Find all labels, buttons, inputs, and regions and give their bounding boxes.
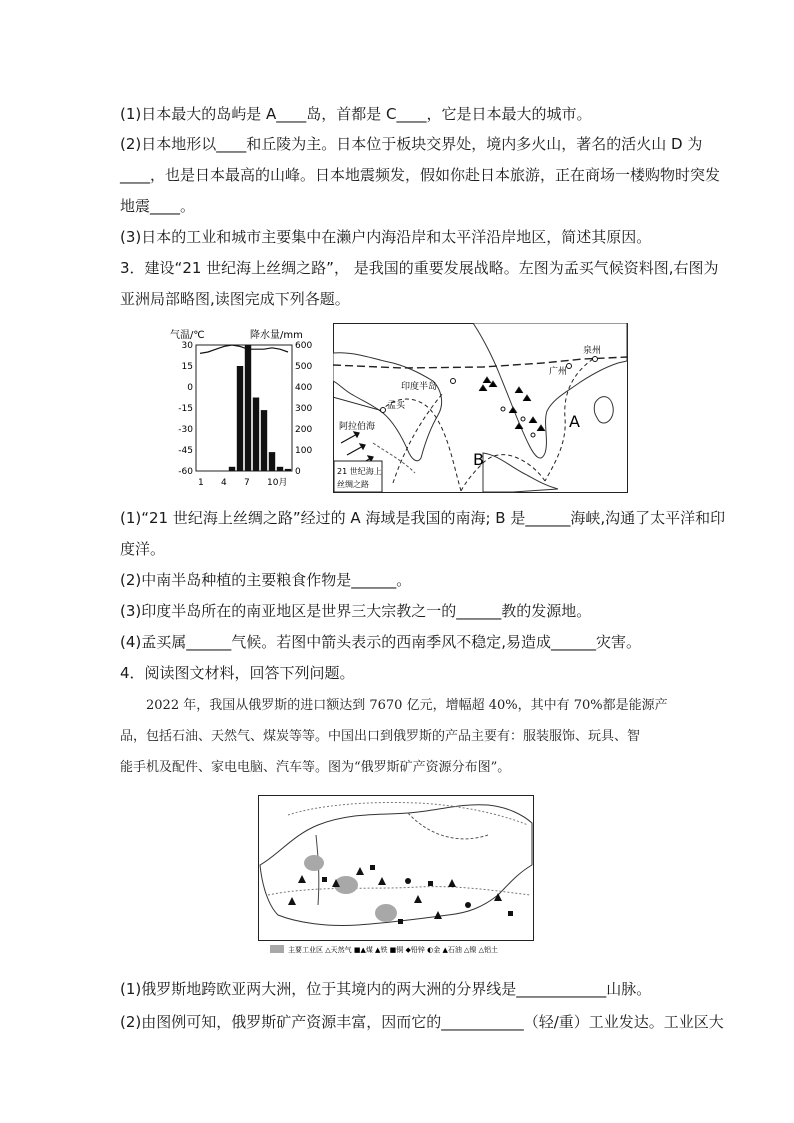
- japan-q3: (3)日本的工业和城市主要集中在濑户内海沿岸和太平洋沿岸地区，简述其原因。: [120, 228, 652, 246]
- label-india-peninsula: 印度半岛: [401, 382, 438, 392]
- x-tick-7: 7: [244, 478, 250, 488]
- silkroad-q1-line1: (1)“21 世纪海上丝绸之路”经过的 A 海域是我国的南海; B 是______海峡,沟通了太平洋和印: [120, 509, 726, 527]
- russia-map-legend: 主要工业区 △天然气 ■▲煤 ▲铁 ■铜 ◆铅锌 ◐金 ▲石油 △镍 △铝土: [288, 946, 499, 954]
- japan-q1: (1)日本最大的岛屿是 A____岛，首都是 C____，它是日本最大的城市。: [120, 105, 592, 123]
- left-tick-label: -15: [178, 404, 193, 414]
- left-tick-label: -60: [178, 467, 193, 477]
- left-tick-label: 15: [181, 362, 193, 372]
- silkroad-q1-line2: 度洋。: [120, 540, 166, 558]
- guangzhou-dot: [567, 364, 572, 369]
- left-tick-label: -30: [178, 425, 193, 435]
- label-mumbai: 孟买: [387, 401, 406, 411]
- left-tick-label: -45: [178, 446, 193, 456]
- right-tick-label: 400: [295, 383, 313, 393]
- industrial-area-3: [375, 904, 397, 922]
- right-tick-label: 600: [295, 341, 313, 351]
- silkroad-q3: (3)印度半岛所在的南亚地区是世界三大宗教之一的______教的发源地。: [120, 602, 592, 620]
- legend-industrial-swatch: [270, 945, 284, 953]
- russia-q2: (2)由图例可知，俄罗斯矿产资源丰富，因而它的___________（轻/重）工业发达。工业区大: [120, 1013, 724, 1031]
- russia-intro: 4．阅读图文材料，回答下列问题。: [120, 664, 355, 682]
- left-ticks: [178, 341, 193, 477]
- port-dot-2: [521, 417, 525, 421]
- industrial-area-1: [304, 855, 324, 871]
- x-tick-4: 4: [221, 478, 227, 488]
- temperature-curve: [200, 345, 288, 353]
- quanzhou-dot: [593, 357, 598, 362]
- precip-bar-month-7: [245, 345, 251, 471]
- x-tick-1: 1: [198, 478, 204, 488]
- right-tick-label: 500: [295, 362, 313, 372]
- russia-mineral-map: [258, 795, 534, 955]
- silkroad-intro-line1: 3．建设“21 世纪海上丝绸之路”， 是我国的重要发展战略。左图为孟买气候资料图,右图为: [120, 259, 719, 277]
- russia-material-line3: 能手机及配件、家电电脑、汽车等。图为“俄罗斯矿产资源分布图”。: [120, 760, 511, 775]
- right-ticks: [295, 341, 312, 477]
- japan-q2-line2: ____，也是日本最高的山峰。日本地震频发，假如你赴日本旅游，正在商场一楼购物时突发: [120, 166, 721, 184]
- precip-bar-month-12: [285, 469, 291, 471]
- plot-frame: [196, 345, 292, 471]
- precip-bar-month-10: [269, 452, 275, 471]
- right-tick-label: 200: [295, 425, 313, 435]
- precip-bar-month-8: [253, 398, 259, 472]
- asia-map: [333, 323, 628, 493]
- precip-bars: [229, 345, 291, 471]
- left-tick-label: 0: [187, 383, 193, 393]
- right-tick-label: 0: [295, 467, 301, 477]
- precip-bar-month-11: [277, 467, 283, 471]
- legend-line1: 21 世纪海上: [337, 467, 382, 476]
- silkroad-q4: (4)孟买属______气候。若图中箭头表示的西南季风不稳定,易造成______灾害。: [120, 633, 642, 651]
- precip-bar-month-9: [261, 410, 267, 471]
- precip-bar-month-5: [229, 467, 235, 471]
- label-quanzhou: 泉州: [583, 346, 602, 356]
- label-b: B: [473, 450, 484, 469]
- japan-q2-line1: (2)日本地形以____和丘陵为主。日本位于板块交界处，境内多火山，著名的活火山 D 为: [120, 135, 703, 153]
- legend-line2: 丝绸之路: [337, 480, 369, 489]
- label-a: A: [569, 412, 580, 431]
- precip-bar-month-6: [237, 366, 243, 471]
- mumbai-climate-chart: [168, 325, 323, 490]
- x-tick-10: 10月: [267, 478, 288, 488]
- russia-q1: (1)俄罗斯地跨欧亚两大洲，位于其境内的两大洲的分界线是____________山脉。: [120, 980, 652, 998]
- russia-material-line1: 2022 年，我国从俄罗斯的进口额达到 7670 亿元，增幅超 40%，其中有 70%都是能源产: [146, 698, 668, 713]
- temp-axis-label: 气温/℃: [170, 330, 205, 341]
- precip-axis-label: 降水量/mm: [250, 330, 303, 341]
- russia-map-frame: [259, 796, 534, 941]
- label-guangzhou: 广州: [549, 367, 568, 377]
- silkroad-intro-line2: 亚洲局部略图,读图完成下列各题。: [120, 290, 350, 308]
- port-dot-1: [501, 407, 505, 411]
- russia-material-line2: 品，包括石油、天然气、煤炭等等。中国出口到俄罗斯的产品主要有：服装服饰、玩具、智: [120, 729, 641, 744]
- india-dot: [451, 379, 456, 384]
- right-tick-label: 300: [295, 404, 313, 414]
- japan-q2-line3: 地震____。: [120, 197, 196, 215]
- label-arabian-sea: 阿拉伯海: [339, 422, 376, 432]
- left-tick-label: 30: [181, 341, 193, 351]
- port-dot-3: [531, 433, 535, 437]
- right-tick-label: 100: [295, 446, 313, 456]
- mumbai-dot: [381, 408, 386, 413]
- silkroad-q2: (2)中南半岛种植的主要粮食作物是______。: [120, 571, 412, 589]
